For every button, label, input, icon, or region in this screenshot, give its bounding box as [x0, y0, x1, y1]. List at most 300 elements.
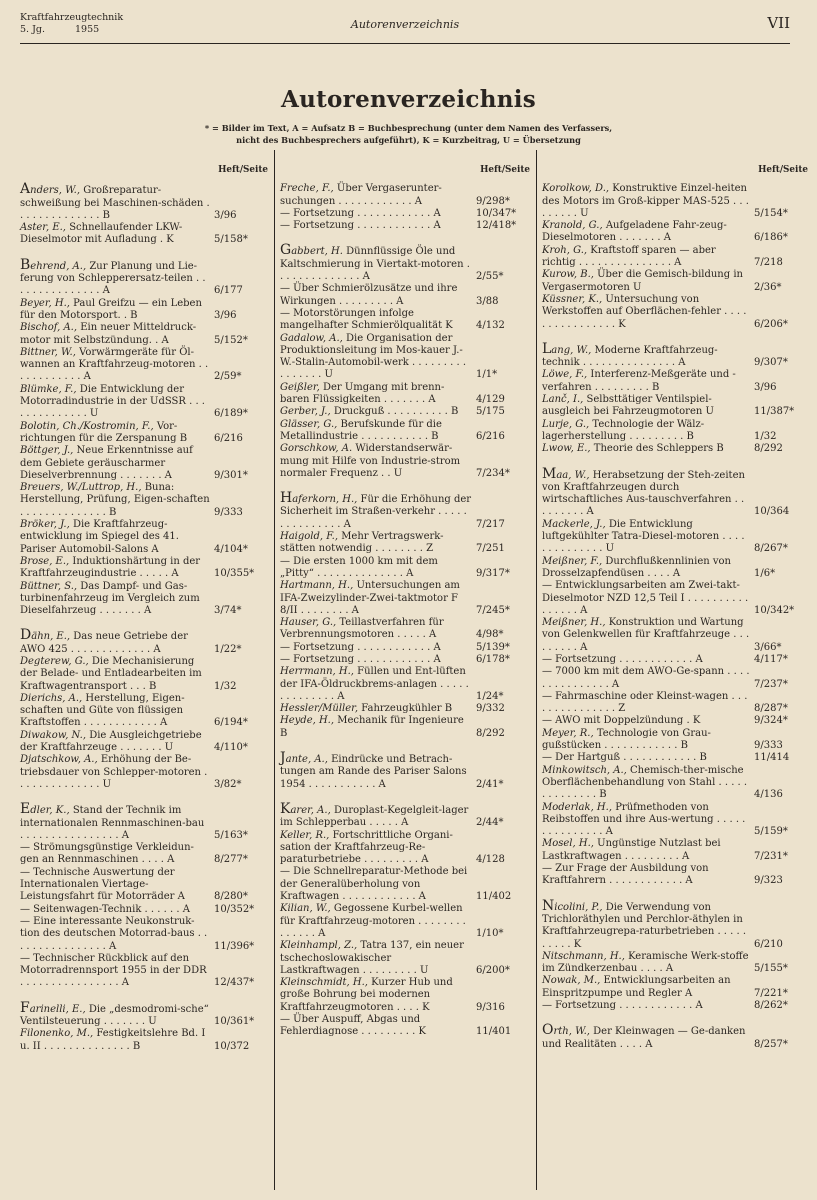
author-name: ante, A.,: [285, 754, 328, 766]
issue-page-ref: 12/437*: [214, 977, 255, 989]
entry-text: [20, 256, 210, 298]
issue-page-ref: 11/396*: [214, 940, 255, 952]
index-entry: [542, 556, 808, 581]
issue-page-ref: 2/41*: [476, 778, 504, 790]
letter-group-gap: [280, 232, 530, 244]
entry-text: [20, 384, 210, 421]
initial-letter: F: [20, 999, 30, 1016]
article-title: Fortschrittliche Organi-sation der Kraftfahrzeug-Re-paraturbetriebe . . . . . . . . . A: [280, 829, 453, 866]
index-entry: [542, 951, 808, 976]
entry-text: [280, 830, 472, 867]
article-title: Die Ausgleichgetriebe der Kraftfahrzeuge . . . . . . . U: [20, 729, 202, 754]
article-title: — Technische Auswertung der Internationalen Viertage-Leistungsfahrt für Motorräder A: [20, 866, 185, 903]
entry-text: [280, 382, 472, 407]
issue-page-ref: 8/262*: [754, 1000, 788, 1011]
entry-text: [20, 693, 210, 730]
index-entry: [280, 830, 530, 867]
index-entry: [280, 492, 530, 531]
issue-page-ref: 9/301*: [214, 469, 248, 481]
index-entry: [542, 580, 808, 617]
author-name: nders, W.,: [30, 185, 81, 197]
index-entry: [280, 654, 530, 666]
article-title: Die Organisation der Produktionsleitung im Mos-kauer J.-W.-Stalin-Automobil-werk . . . . . . . . . . . . . . . . U: [280, 332, 467, 381]
issue-page-ref: 10/355*: [214, 568, 255, 580]
issue-page-ref: 8/280*: [214, 891, 248, 903]
entry-text: [20, 953, 210, 990]
index-entry: [542, 465, 808, 519]
entry-text: [280, 283, 472, 308]
entry-text: [542, 838, 750, 863]
entry-text: [280, 800, 472, 830]
issue-page-ref: 1/22*: [214, 643, 242, 655]
header-rule: [20, 43, 790, 44]
issue-page-ref: 6/216: [214, 432, 243, 444]
entry-text: [280, 866, 472, 903]
issue-page-ref: 10/372: [214, 1040, 250, 1052]
initial-letter: E: [20, 801, 31, 818]
issue-page-ref: 5/158*: [214, 234, 248, 246]
index-column-1: [20, 164, 268, 1053]
article-title: Technologie von Grau-gußstücken . . . . . . . . . . . . B: [542, 727, 711, 752]
column-divider-2: [536, 150, 537, 1190]
initial-letter: D: [20, 627, 32, 644]
entry-text: [542, 465, 750, 519]
index-entry: [542, 863, 808, 888]
index-entry: [280, 382, 530, 407]
entry-text: [20, 222, 210, 247]
author-name: Aster, E.,: [20, 222, 66, 234]
author-name: Löwe, F.,: [542, 369, 588, 381]
issue-page-ref: 8/267*: [754, 543, 788, 555]
entry-text: [280, 443, 472, 480]
entry-text: [542, 654, 750, 666]
issue-page-ref: 7/217: [476, 518, 505, 530]
entry-text: [20, 1028, 210, 1053]
author-name: Breuers, W./Luttrop, H.,: [20, 482, 142, 494]
entry-text: [280, 208, 472, 220]
index-entry: [20, 999, 268, 1029]
author-name: Bischof, A.,: [20, 322, 78, 334]
entry-text: [280, 703, 472, 715]
letter-group-gap: [542, 1012, 808, 1024]
issue-page-ref: 11/401: [476, 1026, 512, 1038]
issue-page-ref: 4/117*: [754, 653, 788, 665]
issue-page-ref: 7/221*: [754, 987, 788, 999]
article-title: Prüfmethoden von Reibstoffen und ihre Aus-wertung . . . . . . . . . . . . . . . A: [542, 801, 746, 838]
index-entry: [542, 443, 808, 455]
article-title: — Der Hartguß . . . . . . . . . . . . B: [542, 752, 707, 764]
index-entry: [542, 340, 808, 370]
issue-page-ref: 2/36*: [754, 281, 782, 293]
issue-page-ref: 10/347*: [476, 207, 517, 219]
entry-text: [280, 556, 472, 581]
author-name: Keller, R.,: [280, 829, 330, 841]
letter-group-gap: [542, 888, 808, 900]
entry-text: [280, 308, 472, 333]
entry-text: [280, 220, 472, 232]
author-name: ehrend, A.,: [30, 260, 87, 272]
index-entry: [20, 953, 268, 990]
letter-group-gap: [20, 990, 268, 1002]
index-entry: [542, 220, 808, 245]
author-name: Küssner, K.,: [542, 293, 603, 305]
index-entry: [280, 903, 530, 940]
article-title: Herabsetzung der Steh-zeiten von Kraftfahrzeugen durch wirtschaftliches Aus-tauschverfahren . . . . . . . . . A: [542, 469, 745, 518]
entry-text: [20, 183, 210, 222]
index-entry: [280, 866, 530, 903]
issue-page-ref: 6/210: [754, 938, 783, 950]
article-title: Der Kleinwagen — Ge-danken und Realitäten . . . . A: [542, 1026, 746, 1050]
initial-letter: B: [20, 256, 31, 273]
entry-text: [280, 406, 472, 418]
index-entry: [280, 283, 530, 308]
issue-page-ref: 4/128: [476, 854, 505, 866]
entry-text: [542, 556, 750, 581]
article-title: — Fortsetzung . . . . . . . . . . . . A: [542, 653, 703, 665]
issue-page-ref: 4/132: [476, 320, 505, 332]
issue-page-ref: 1/32: [754, 430, 777, 442]
entry-text: [542, 951, 750, 976]
issue-page-ref: 4/129: [476, 394, 505, 406]
index-entry: [542, 715, 808, 727]
journal-volume: 5. Jg.: [20, 24, 45, 35]
entry-text: [542, 394, 750, 419]
article-title: Schnellaufender LKW-Dieselmotor mit Aufladung . K: [20, 222, 183, 246]
article-title: — Fahrmaschine oder Kleinst-wagen . . . . . . . . . . . . . . . Z: [542, 690, 748, 715]
index-entry: [542, 269, 808, 294]
author-name: aferkorn, H.,: [292, 494, 358, 506]
article-title: Vorwärmgeräte für Öl-wannen an Kraftfahrzeug-motoren . . . . . . . . . . . . A: [20, 346, 209, 383]
author-name: Geißler,: [280, 381, 320, 393]
index-entry: [280, 617, 530, 642]
issue-page-ref: 9/323: [754, 875, 783, 887]
entry-text: [280, 977, 472, 1014]
entry-text: [20, 730, 210, 755]
index-entry: [542, 294, 808, 331]
article-title: — Über Auspuff, Abgas und Fehlerdiagnose . . . . . . . . . K: [280, 1014, 426, 1038]
index-entry: [20, 730, 268, 755]
issue-page-ref: 9/298*: [476, 195, 510, 207]
issue-page-ref: 7/245*: [476, 604, 510, 616]
entry-text: [20, 842, 210, 867]
author-name: Lanč, I.,: [542, 394, 584, 406]
entry-text: [280, 752, 472, 791]
entry-text: [280, 903, 472, 940]
index-column-3: [542, 164, 808, 1051]
author-name: ang, W.,: [551, 344, 592, 356]
index-entry: [280, 800, 530, 830]
article-title: Duroplast-Kegelgleit-lager im Schlepperbau . . . . . A: [280, 804, 469, 829]
entry-text: [280, 531, 472, 556]
index-entry: [20, 867, 268, 904]
author-name: Diwakow, N.,: [20, 729, 87, 741]
article-title: Druckguß . . . . . . . . . . B: [333, 406, 459, 418]
index-entry: [542, 897, 808, 951]
index-entry: [20, 322, 268, 347]
issue-page-ref: 6/194*: [214, 717, 248, 729]
column-header: Heft/Seite: [218, 165, 268, 175]
index-entry: [280, 1014, 530, 1039]
author-name: Heyde, H.,: [280, 715, 335, 727]
article-title: — Die ersten 1000 km mit dem „Pitty“ . . . . . . . . . . . . . . A: [280, 555, 438, 579]
article-title: — Fortsetzung . . . . . . . . . . . . A: [542, 1000, 703, 1011]
article-title: Tatra 137, ein neuer tschechoslowakischer Lastkraftwagen . . . . . . . . . U: [280, 940, 464, 976]
entry-text: [542, 975, 750, 1000]
article-title: Ein neuer Mitteldruck-motor mit Selbstzündung. . A: [20, 322, 197, 346]
index-entry: [20, 421, 268, 446]
author-name: Lwow, E.,: [542, 443, 591, 455]
entry-text: [20, 803, 210, 842]
letter-group-gap: [20, 791, 268, 803]
entry-text: [542, 863, 750, 888]
index-entry: [280, 752, 530, 791]
issue-page-ref: 6/186*: [754, 232, 788, 244]
letter-group-gap: [20, 247, 268, 259]
author-name: Haigold, F.,: [280, 531, 338, 543]
article-title: — Technischer Rückblick auf den Motorradrennsport 1955 in der DDR . . . . . . . . . . . . . . . . A: [20, 952, 207, 989]
article-title: Die Verwendung von Trichloräthylen und Perchlor-äthylen in Kraftfahrzeugrepa-raturbetrieben . . . . . . . . . . K: [542, 901, 747, 950]
issue-page-ref: 8/292: [476, 727, 505, 739]
issue-page-ref: 6/177: [214, 285, 243, 297]
index-entry: [542, 728, 808, 753]
entry-text: [20, 629, 210, 656]
article-title: Stand der Technik im internationalen Rennmaschinen-bau . . . . . . . . . . . . . . . . A: [20, 805, 205, 841]
letter-group-gap: [20, 617, 268, 629]
index-entry: [280, 443, 530, 480]
article-title: Herstellung, Eigen-schaften und Güte von flüssigen Kraftstoffen . . . . . . . . . . . . A: [20, 692, 185, 729]
issue-page-ref: 11/414: [754, 752, 790, 764]
article-title: Gegossene Kurbel-wellen für Kraftfahrzeug-motoren . . . . . . . . . . . . . . A: [280, 903, 466, 939]
author-name: Freche, F.,: [280, 183, 334, 195]
article-title: Fahrzeugkühler B: [361, 703, 453, 715]
issue-page-ref: 6/189*: [214, 408, 248, 420]
issue-page-ref: 8/277*: [214, 854, 248, 866]
article-title: Das neue Getriebe der AWO 425 . . . . . . . . . . . . . A: [20, 631, 188, 655]
author-name: Gorschkow, A.: [280, 443, 353, 455]
entry-text: [542, 752, 750, 764]
index-entry: [542, 183, 808, 220]
index-entry: [20, 347, 268, 384]
author-name: Kurow, B.,: [542, 269, 594, 281]
index-entry: [20, 656, 268, 693]
author-name: Bittner, W.,: [20, 346, 76, 358]
entry-text: [20, 656, 210, 693]
initial-letter: M: [542, 465, 557, 482]
entry-text: [280, 1014, 472, 1039]
article-title: Die Entwicklung luftgekühlter Tatra-Diesel-motoren . . . . . . . . . . . . . . U: [542, 518, 745, 555]
index-entry: [20, 803, 268, 842]
author-name: Kleinhampl, Z.,: [280, 940, 358, 952]
issue-page-ref: 5/139*: [476, 641, 510, 653]
issue-page-ref: 5/154*: [754, 207, 788, 219]
issue-page-ref: 11/387*: [754, 406, 795, 418]
initial-letter: G: [280, 242, 292, 259]
issue-page-ref: 7/251: [476, 543, 505, 555]
article-title: — 7000 km mit dem AWO-Ge-spann . . . . . . . . . . . . . . . A: [542, 666, 750, 690]
entry-text: [280, 419, 472, 444]
article-title: Berufskunde für die Metallindustrie . . . . . . . . . . . B: [280, 418, 442, 442]
initial-letter: O: [542, 1022, 554, 1039]
index-entry: [280, 208, 530, 220]
author-name: Mackerle, J.,: [542, 518, 606, 530]
index-entry: [542, 975, 808, 1000]
article-title: Das Dampf- und Gas-turbinenfahrzeug im Vergleich zum Dieselfahrzeug . . . . . . . A: [20, 580, 200, 617]
page-title: Autorenverzeichnis: [280, 86, 537, 113]
index-entry: [20, 445, 268, 482]
issue-page-ref: 7/231*: [754, 850, 788, 862]
author-name: Brose, E.,: [20, 555, 70, 567]
issue-page-ref: 5/152*: [214, 334, 248, 346]
issue-page-ref: 3/82*: [214, 778, 242, 790]
page-number: VII: [767, 14, 790, 32]
article-title: Füllen und Ent-lüften der IFA-Öldruckbrems-anlagen . . . . . . . . . . . . . . A: [280, 666, 469, 702]
column-header: Heft/Seite: [758, 165, 808, 175]
index-entry: [280, 556, 530, 581]
entry-text: [20, 445, 210, 482]
article-title: Festigkeitslehre Bd. I u. II . . . . . . . . . . . . . . B: [20, 1028, 206, 1052]
author-name: ähn, E.,: [31, 631, 71, 643]
initial-letter: N: [542, 897, 555, 914]
article-title: Durchflußkennlinien von Drosselzapfendüsen . . . . A: [542, 555, 731, 579]
index-entry: [20, 384, 268, 421]
entry-text: [280, 333, 472, 382]
issue-page-ref: 5/159*: [754, 826, 788, 838]
entry-text: [542, 715, 750, 727]
initial-letter: A: [20, 181, 31, 198]
issue-page-ref: 6/178*: [476, 653, 510, 665]
index-entry: [20, 754, 268, 791]
entry-text: [280, 183, 472, 208]
article-title: Kurzer Hub und große Bohrung bei modernen Kraftfahrzeugmotoren . . . . K: [280, 977, 453, 1013]
author-name: Blümke, F.,: [20, 383, 77, 395]
issue-page-ref: 2/44*: [476, 817, 504, 829]
entry-text: [542, 245, 750, 270]
entry-text: [542, 617, 750, 654]
entry-text: [542, 519, 750, 556]
issue-page-ref: 4/104*: [214, 543, 248, 555]
index-entry: [542, 1000, 808, 1012]
letter-group-gap: [280, 480, 530, 492]
index-entry: [542, 617, 808, 654]
issue-page-ref: 4/110*: [214, 742, 248, 754]
column-divider-1: [274, 150, 275, 1190]
index-entry: [280, 940, 530, 977]
entry-text: [20, 298, 210, 323]
entry-text: [280, 580, 472, 617]
index-entry: [20, 1028, 268, 1053]
index-column-2: [280, 164, 530, 1039]
author-name: Bolotin, Ch./Kostromin, F.,: [20, 420, 154, 432]
index-entry: [280, 531, 530, 556]
issue-page-ref: 10/342*: [754, 604, 795, 616]
issue-page-ref: 9/333: [214, 506, 243, 518]
issue-page-ref: 2/59*: [214, 371, 242, 383]
issue-page-ref: 7/218: [754, 257, 783, 269]
article-title: Für die Erhöhung der Sicherheit im Straßen-verkehr . . . . . . . . . . . . . . . A: [280, 494, 472, 530]
article-title: Kraftstoff sparen — aber richtig . . . . . . . . . . . . . . . A: [542, 244, 716, 269]
article-title: — AWO mit Doppelzündung . K: [542, 715, 701, 727]
author-name: Bröker, J.,: [20, 519, 70, 531]
index-entry: [280, 406, 530, 418]
issue-page-ref: 8/287*: [754, 703, 788, 715]
article-title: Ungünstige Nutzlast bei Lastkraftwagen . . . . . . . . . A: [542, 838, 721, 862]
issue-page-ref: 10/352*: [214, 903, 255, 915]
journal-name: Kraftfahrzeugtechnik: [20, 12, 124, 23]
letter-group-gap: [280, 791, 530, 803]
entry-text: [20, 421, 210, 446]
issue-page-ref: 3/88: [476, 295, 499, 307]
article-title: Vor-richtungen für die Zerspanung B: [20, 420, 188, 444]
issue-page-ref: 5/163*: [214, 829, 248, 841]
index-entry: [542, 369, 808, 394]
author-name: Böttger, J.,: [20, 445, 74, 457]
author-name: dler, K.,: [30, 805, 70, 817]
issue-page-ref: 1/1*: [476, 369, 498, 381]
entry-text: [280, 715, 472, 740]
author-name: Mosel, H.,: [542, 838, 594, 850]
index-entry: [542, 666, 808, 691]
index-entry: [280, 419, 530, 444]
entry-text: [280, 492, 472, 531]
initial-letter: J: [280, 750, 286, 767]
index-entry: [280, 580, 530, 617]
entry-text: [542, 369, 750, 394]
issue-page-ref: 11/402: [476, 891, 512, 903]
entry-text: [542, 1000, 750, 1012]
article-title: Keramische Werk-stoffe im Zündkerzenbau . . . . A: [542, 950, 749, 975]
index-entry: [20, 183, 268, 222]
entry-text: [542, 666, 750, 691]
author-name: Hessler/Müller,: [280, 703, 359, 715]
index-entry: [542, 519, 808, 556]
author-name: Djatschkow, A.,: [20, 754, 98, 766]
letter-group-gap: [542, 456, 808, 468]
article-title: Mehr Vertragswerk-stätten notwendig . . . . . . . . Z: [280, 531, 444, 555]
index-entry: [542, 419, 808, 444]
issue-page-ref: 3/96: [754, 381, 777, 393]
index-entry: [20, 298, 268, 323]
index-entry: [20, 222, 268, 247]
author-name: Meyer, R.,: [542, 727, 594, 739]
author-name: Glässer, G.,: [280, 418, 338, 430]
author-name: icolini, P.,: [554, 901, 603, 913]
article-title: Die Entwicklung der Motorradindustrie in der UdSSR . . . . . . . . . . . . . . U: [20, 383, 205, 420]
issue-page-ref: 7/237*: [754, 678, 788, 690]
initial-letter: K: [280, 800, 291, 817]
index-entry: [20, 629, 268, 656]
author-name: Hartmann, H.,: [280, 580, 354, 592]
index-entry: [20, 581, 268, 618]
author-name: abbert, H.: [291, 246, 343, 258]
index-entry: [20, 256, 268, 298]
index-entry: [280, 244, 530, 283]
index-entry: [280, 333, 530, 382]
author-name: Kleinschmidt, H.,: [280, 977, 368, 989]
article-title: Zur Planung und Lie-ferung von Schlepperersatz-teilen . . . . . . . . . . . . . . . A: [20, 260, 206, 297]
index-entry: [20, 556, 268, 581]
article-title: — Motorstörungen infolge mangelhafter Schmierölqualität K: [280, 307, 453, 332]
page-header: [20, 12, 790, 44]
author-name: Minkowitsch, A.,: [542, 764, 627, 776]
author-name: Büttner, S.,: [20, 580, 78, 592]
entry-text: [542, 580, 750, 617]
article-title: Induktionshärtung in der Kraftfahrzeugindustrie . . . . . A: [20, 555, 201, 580]
entry-text: [542, 269, 750, 294]
index-entry: [280, 703, 530, 715]
entry-text: [20, 519, 210, 556]
article-title: — Fortsetzung . . . . . . . . . . . . A: [280, 653, 441, 665]
article-title: — Fortsetzung . . . . . . . . . . . . A: [280, 207, 441, 219]
